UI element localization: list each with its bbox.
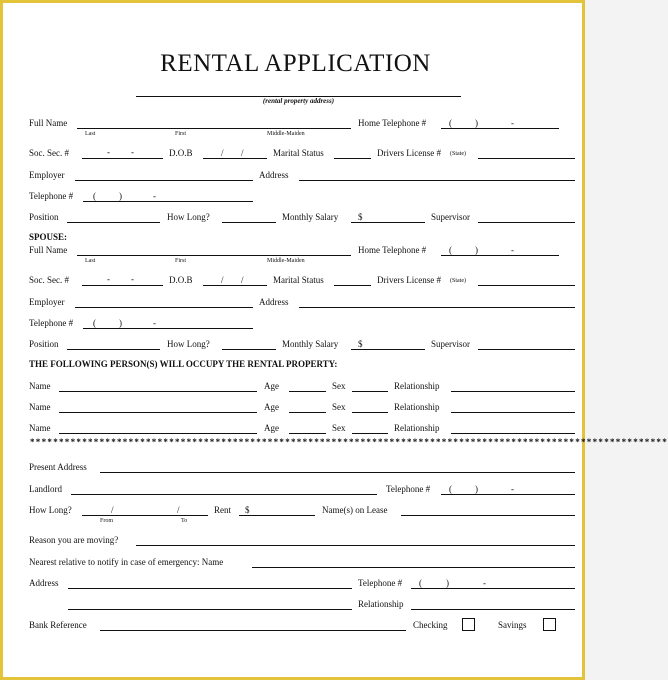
residence-how-long-label: How Long?	[29, 505, 72, 515]
relative-address-label: Address	[29, 578, 59, 588]
relative-relationship-field[interactable]	[411, 609, 575, 610]
first-caption: First	[175, 131, 187, 137]
occupant-sex-field[interactable]	[352, 412, 388, 413]
relative-relationship-label: Relationship	[358, 599, 404, 609]
occupant-age-field[interactable]	[289, 391, 326, 392]
date-slash: /	[111, 505, 114, 515]
occupant-name-label: Name	[29, 381, 51, 391]
spouse-dob-label: D.O.B	[169, 275, 193, 285]
spouse-marital-status-field[interactable]	[334, 285, 371, 286]
occupant-sex-label: Sex	[332, 381, 346, 391]
phone-dash: -	[511, 118, 514, 128]
supervisor-label: Supervisor	[431, 212, 470, 222]
occupant-age-field[interactable]	[289, 412, 326, 413]
home-telephone-field[interactable]	[441, 128, 559, 129]
phone-open-paren: (	[93, 318, 96, 328]
phone-open-paren: (	[449, 484, 452, 494]
occupant-relationship-label: Relationship	[394, 423, 440, 433]
phone-close-paren: )	[119, 191, 122, 201]
present-address-label: Present Address	[29, 462, 87, 472]
landlord-telephone-label: Telephone #	[386, 484, 431, 494]
spouse-supervisor-label: Supervisor	[431, 339, 470, 349]
spouse-home-telephone-label: Home Telephone #	[358, 245, 427, 255]
names-on-lease-field[interactable]	[401, 515, 575, 516]
drivers-license-field[interactable]	[478, 158, 575, 159]
phone-dash: -	[153, 191, 156, 201]
from-caption: From	[100, 518, 114, 524]
separator-stars: **************************************************************************************************************	[30, 437, 668, 447]
employer-field[interactable]	[75, 180, 253, 181]
relative-telephone-field[interactable]	[411, 588, 575, 589]
date-slash: /	[177, 505, 180, 515]
middle-caption: Middle-Maiden	[267, 258, 305, 264]
phone-open-paren: (	[419, 578, 422, 588]
occupant-relationship-label: Relationship	[394, 402, 440, 412]
spouse-telephone-label: Telephone #	[29, 318, 74, 328]
rental-address-caption: (rental property address)	[262, 97, 335, 105]
ssn-dash: -	[107, 147, 110, 157]
spouse-soc-sec-label: Soc. Sec. #	[29, 275, 69, 285]
monthly-salary-field[interactable]	[351, 222, 425, 223]
telephone-label: Telephone #	[29, 191, 74, 201]
spouse-address-label: Address	[259, 297, 289, 307]
marital-status-label: Marital Status	[273, 148, 324, 158]
phone-open-paren: (	[93, 191, 96, 201]
phone-dash: -	[511, 245, 514, 255]
spouse-position-field[interactable]	[67, 349, 160, 350]
middle-caption: Middle-Maiden	[267, 131, 305, 137]
occupants-heading: THE FOLLOWING PERSON(S) WILL OCCUPY THE RENTAL PROPERTY:	[29, 359, 338, 369]
occupant-name-label: Name	[29, 423, 51, 433]
supervisor-field[interactable]	[478, 222, 575, 223]
rent-field[interactable]	[239, 515, 315, 516]
occupant-age-label: Age	[264, 423, 279, 433]
ssn-dash: -	[131, 274, 134, 284]
landlord-telephone-field[interactable]	[441, 494, 575, 495]
occupant-sex-field[interactable]	[352, 433, 388, 434]
home-telephone-label: Home Telephone #	[358, 118, 427, 128]
phone-open-paren: (	[449, 118, 452, 128]
position-field[interactable]	[67, 222, 160, 223]
spouse-heading: SPOUSE:	[29, 232, 68, 242]
savings-label: Savings	[498, 620, 527, 630]
savings-checkbox[interactable]	[543, 618, 556, 631]
checking-label: Checking	[413, 620, 448, 630]
spouse-employer-field[interactable]	[75, 307, 253, 308]
dollar-sign: $	[245, 505, 250, 515]
reason-moving-field[interactable]	[136, 545, 575, 546]
soc-sec-label: Soc. Sec. #	[29, 148, 69, 158]
phone-dash: -	[511, 484, 514, 494]
occupant-name-field[interactable]	[59, 412, 257, 413]
dob-field[interactable]	[203, 158, 267, 159]
spouse-drivers-license-label: Drivers License #	[377, 275, 441, 285]
phone-dash: -	[153, 318, 156, 328]
occupant-age-field[interactable]	[289, 433, 326, 434]
spouse-how-long-label: How Long?	[167, 339, 210, 349]
dob-slash: /	[241, 275, 244, 285]
how-long-label: How Long?	[167, 212, 210, 222]
address-field[interactable]	[299, 180, 575, 181]
present-address-field[interactable]	[100, 472, 575, 473]
occupant-age-label: Age	[264, 402, 279, 412]
full-name-label: Full Name	[29, 118, 68, 128]
dob-slash: /	[221, 275, 224, 285]
spouse-telephone-field[interactable]	[83, 328, 253, 329]
spouse-supervisor-field[interactable]	[478, 349, 575, 350]
phone-close-paren: )	[475, 245, 478, 255]
phone-close-paren: )	[119, 318, 122, 328]
occupant-relationship-field[interactable]	[451, 433, 575, 434]
spouse-full-name-field[interactable]	[77, 255, 351, 256]
bank-reference-field[interactable]	[100, 630, 406, 631]
phone-dash: -	[483, 578, 486, 588]
page-title: RENTAL APPLICATION	[160, 50, 431, 77]
residence-how-long-field[interactable]	[82, 515, 208, 516]
occupant-name-field[interactable]	[59, 391, 257, 392]
nearest-relative-label: Nearest relative to notify in case of emergency: Name	[29, 557, 224, 567]
phone-close-paren: )	[475, 118, 478, 128]
last-caption: Last	[85, 131, 96, 137]
occupant-relationship-label: Relationship	[394, 381, 440, 391]
marital-status-field[interactable]	[334, 158, 371, 159]
spouse-address-field[interactable]	[299, 307, 575, 308]
spouse-monthly-salary-label: Monthly Salary	[282, 339, 339, 349]
relative-address-field[interactable]	[68, 588, 352, 589]
occupant-sex-field[interactable]	[352, 391, 388, 392]
landlord-field[interactable]	[71, 494, 377, 495]
spouse-home-telephone-field[interactable]	[441, 255, 559, 256]
position-label: Position	[29, 212, 59, 222]
dollar-sign: $	[358, 212, 363, 222]
state-caption: (State)	[450, 151, 466, 157]
nearest-relative-field[interactable]	[252, 567, 575, 568]
dob-slash: /	[221, 148, 224, 158]
phone-open-paren: (	[449, 245, 452, 255]
phone-close-paren: )	[446, 578, 449, 588]
spouse-soc-sec-field[interactable]	[82, 285, 163, 286]
employer-label: Employer	[29, 170, 65, 180]
occupant-relationship-field[interactable]	[451, 391, 575, 392]
dollar-sign: $	[358, 339, 363, 349]
landlord-label: Landlord	[29, 484, 62, 494]
names-on-lease-label: Name(s) on Lease	[322, 505, 388, 515]
checking-checkbox[interactable]	[462, 618, 475, 631]
relative-telephone-label: Telephone #	[358, 578, 403, 588]
bank-reference-label: Bank Reference	[29, 620, 87, 630]
spouse-how-long-field[interactable]	[222, 349, 276, 350]
telephone-field[interactable]	[83, 201, 253, 202]
phone-close-paren: )	[475, 484, 478, 494]
how-long-field[interactable]	[222, 222, 276, 223]
last-caption: Last	[85, 258, 96, 264]
dob-label: D.O.B	[169, 148, 193, 158]
ssn-dash: -	[131, 147, 134, 157]
rent-label: Rent	[214, 505, 231, 515]
occupant-age-label: Age	[264, 381, 279, 391]
occupant-sex-label: Sex	[332, 423, 346, 433]
address-label: Address	[259, 170, 289, 180]
spouse-dob-field[interactable]	[203, 285, 267, 286]
occupant-sex-label: Sex	[332, 402, 346, 412]
occupant-name-field[interactable]	[59, 433, 257, 434]
occupant-name-label: Name	[29, 402, 51, 412]
reason-moving-label: Reason you are moving?	[29, 535, 119, 545]
spouse-full-name-label: Full Name	[29, 245, 68, 255]
drivers-license-label: Drivers License #	[377, 148, 441, 158]
spouse-marital-status-label: Marital Status	[273, 275, 324, 285]
ssn-dash: -	[107, 274, 110, 284]
spouse-position-label: Position	[29, 339, 59, 349]
relative-address-field-line2[interactable]	[68, 609, 352, 610]
spouse-drivers-license-field[interactable]	[478, 285, 575, 286]
soc-sec-field[interactable]	[82, 158, 163, 159]
state-caption: (State)	[450, 278, 466, 284]
spouse-monthly-salary-field[interactable]	[351, 349, 425, 350]
first-caption: First	[175, 258, 187, 264]
occupant-relationship-field[interactable]	[451, 412, 575, 413]
spouse-employer-label: Employer	[29, 297, 65, 307]
monthly-salary-label: Monthly Salary	[282, 212, 339, 222]
dob-slash: /	[241, 148, 244, 158]
to-caption: To	[181, 518, 188, 524]
full-name-field[interactable]	[77, 128, 351, 129]
